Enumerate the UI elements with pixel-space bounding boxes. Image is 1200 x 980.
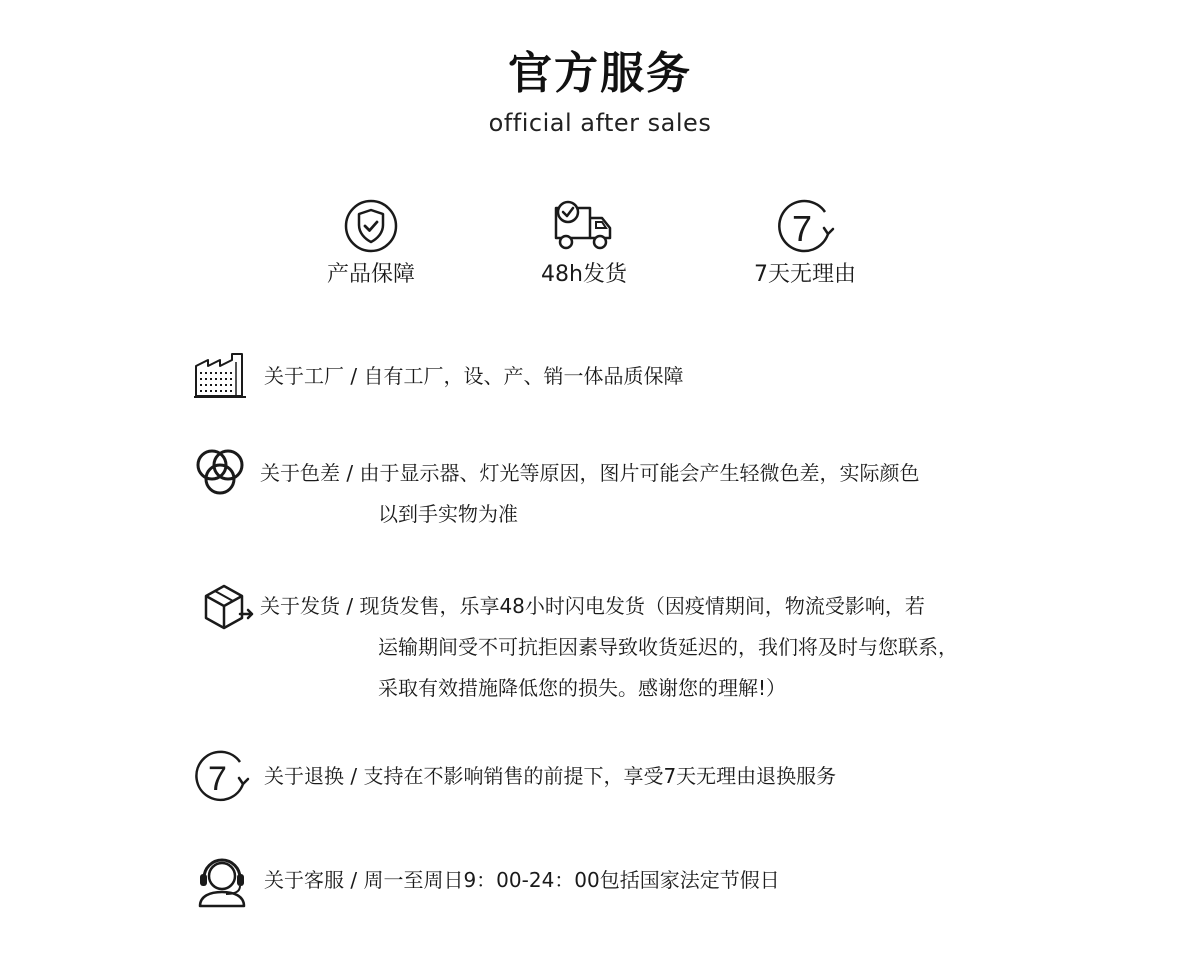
- service-heading: 关于色差 /: [260, 461, 360, 485]
- service-text: 支持在不影响销售的前提下，享受7天无理由退换服务: [363, 764, 837, 788]
- service-text: 周一至周日9：00-24：00包括国家法定节假日: [363, 868, 780, 892]
- service-text: 采取有效措施降低您的损失。感谢您的理解!）: [378, 676, 787, 700]
- badge-product-guarantee: [281, 198, 461, 290]
- service-row-shipping: [192, 580, 1022, 710]
- factory-icon: [192, 352, 248, 400]
- service-row-factory: [192, 352, 1022, 402]
- shield-check-icon: [343, 198, 399, 254]
- seven-day-return-icon: [775, 198, 835, 254]
- service-text: 由于显示器、灯光等原因，图片可能会产生轻微色差，实际颜色: [359, 461, 920, 485]
- badge-7-day-return: [715, 198, 895, 290]
- service-text: 现货发售，乐享48小时闪电发货（因疫情期间，物流受影响，若: [359, 594, 925, 618]
- service-row-customer-service: [192, 854, 1022, 910]
- shipping-box-icon: [202, 582, 258, 630]
- delivery-truck-icon: [552, 198, 616, 254]
- service-heading: 关于发货 /: [260, 594, 360, 618]
- badge-label: 7天无理由: [754, 262, 856, 287]
- badge-48h-shipping: [494, 198, 674, 290]
- svg-text:7: 7: [208, 760, 227, 798]
- service-text: 自有工厂，设、产、销一体品质保障: [363, 364, 684, 388]
- badge-label: 产品保障: [326, 262, 415, 287]
- svg-text:7: 7: [792, 208, 813, 249]
- service-badges: [0, 198, 1200, 308]
- service-row-return: [192, 748, 1022, 804]
- customer-service-icon: [192, 854, 252, 910]
- seven-day-return-icon: [192, 748, 252, 804]
- service-text: 运输期间受不可抗拒因素导致收货延迟的，我们将及时与您联系，: [378, 635, 958, 659]
- page-title: 官方服务: [508, 48, 692, 99]
- page-subtitle: official after sales: [488, 109, 712, 137]
- badge-label: 48h发货: [541, 262, 627, 287]
- service-text: 以到手实物为准: [378, 502, 518, 526]
- service-heading: 关于工厂 /: [264, 364, 364, 388]
- service-heading: 关于客服 /: [264, 868, 364, 892]
- color-circles-icon: [192, 447, 248, 499]
- service-heading: 关于退换 /: [264, 764, 364, 788]
- service-row-color: [192, 447, 1022, 547]
- header: [0, 44, 1200, 138]
